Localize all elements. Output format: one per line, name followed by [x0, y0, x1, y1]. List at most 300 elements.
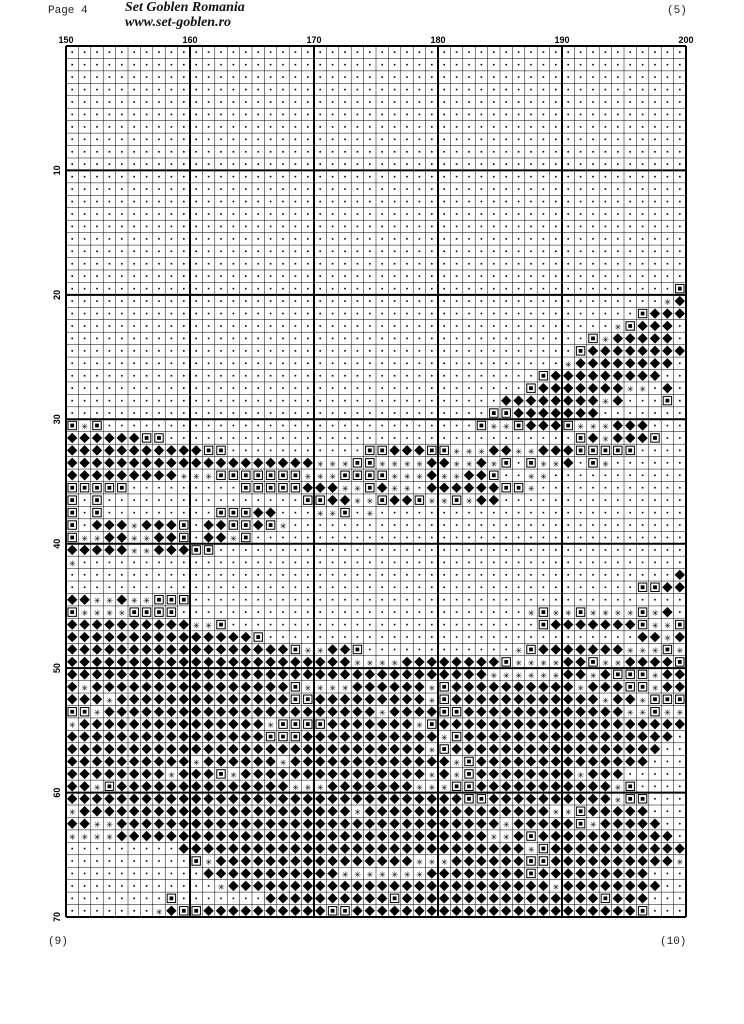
- dot-symbol: [270, 288, 272, 290]
- dot-symbol: [146, 176, 148, 178]
- diamond-symbol: [563, 669, 573, 679]
- dot-symbol: [555, 636, 557, 638]
- dot-symbol: [121, 860, 123, 862]
- diamond-symbol: [340, 669, 350, 679]
- asterisk-symbol: ✳: [552, 456, 560, 470]
- dot-symbol: [344, 114, 346, 116]
- dot-symbol: [183, 263, 185, 265]
- dot-symbol: [629, 176, 631, 178]
- dot-symbol: [233, 213, 235, 215]
- diamond-symbol: [650, 321, 660, 331]
- dot-symbol: [555, 101, 557, 103]
- boxed-square-symbol-core: [95, 486, 99, 490]
- dot-symbol: [171, 76, 173, 78]
- dot-symbol: [208, 512, 210, 514]
- diamond-symbol: [241, 868, 251, 878]
- dot-symbol: [295, 139, 297, 141]
- dot-symbol: [121, 412, 123, 414]
- dot-symbol: [543, 126, 545, 128]
- diamond-symbol: [675, 843, 685, 853]
- dot-symbol: [208, 139, 210, 141]
- boxed-square-symbol-core: [182, 598, 186, 602]
- diamond-symbol: [613, 383, 623, 393]
- dot-symbol: [419, 387, 421, 389]
- dot-symbol: [654, 400, 656, 402]
- row-number-label: 10: [52, 165, 62, 176]
- diamond-symbol: [464, 470, 474, 480]
- dot-symbol: [419, 586, 421, 588]
- asterisk-symbol: ✳: [230, 767, 237, 781]
- dot-symbol: [245, 387, 247, 389]
- diamond-symbol: [129, 706, 139, 716]
- dot-symbol: [518, 114, 520, 116]
- dot-symbol: [319, 201, 321, 203]
- boxed-square-symbol-core: [232, 473, 236, 477]
- diamond-symbol: [451, 843, 461, 853]
- diamond-symbol: [538, 694, 548, 704]
- diamond-symbol: [290, 831, 300, 841]
- dot-symbol: [133, 512, 135, 514]
- dot-symbol: [171, 512, 173, 514]
- dot-symbol: [530, 586, 532, 588]
- dot-symbol: [493, 89, 495, 91]
- dot-symbol: [133, 898, 135, 900]
- dot-symbol: [84, 89, 86, 91]
- diamond-symbol: [625, 756, 635, 766]
- diamond-symbol: [241, 719, 251, 729]
- diamond-symbol: [141, 470, 151, 480]
- diamond-symbol: [365, 769, 375, 779]
- diamond-symbol: [179, 445, 189, 455]
- dot-symbol: [158, 487, 160, 489]
- dot-symbol: [220, 238, 222, 240]
- diamond-symbol: [241, 794, 251, 804]
- dot-symbol: [282, 114, 284, 116]
- asterisk-symbol: ✳: [651, 680, 659, 694]
- dot-symbol: [295, 325, 297, 327]
- dot-symbol: [505, 474, 507, 476]
- diamond-symbol: [92, 470, 102, 480]
- diamond-symbol: [501, 769, 511, 779]
- boxed-square-symbol-core: [455, 710, 459, 714]
- dot-symbol: [679, 275, 681, 277]
- dot-symbol: [406, 624, 408, 626]
- diamond-symbol: [377, 843, 387, 853]
- diamond-symbol: [129, 619, 139, 629]
- dot-symbol: [555, 537, 557, 539]
- dot-symbol: [357, 275, 359, 277]
- dot-symbol: [555, 275, 557, 277]
- asterisk-symbol: ✳: [639, 643, 646, 657]
- dot-symbol: [456, 562, 458, 564]
- dot-symbol: [245, 425, 247, 427]
- dot-symbol: [84, 51, 86, 53]
- dot-symbol: [419, 188, 421, 190]
- diamond-symbol: [79, 545, 89, 555]
- asterisk-symbol: ✳: [68, 718, 76, 732]
- dot-symbol: [208, 76, 210, 78]
- dot-symbol: [555, 338, 557, 340]
- dot-symbol: [357, 288, 359, 290]
- dot-symbol: [518, 163, 520, 165]
- dot-symbol: [171, 885, 173, 887]
- dot-symbol: [518, 176, 520, 178]
- diamond-symbol: [67, 470, 77, 480]
- diamond-symbol: [327, 831, 337, 841]
- diamond-symbol: [439, 843, 449, 853]
- dot-symbol: [493, 263, 495, 265]
- dot-symbol: [419, 624, 421, 626]
- dot-symbol: [518, 126, 520, 128]
- asterisk-symbol: ✳: [378, 655, 386, 669]
- diamond-symbol: [600, 881, 610, 891]
- diamond-symbol: [154, 545, 164, 555]
- diamond-symbol: [241, 744, 251, 754]
- asterisk-symbol: ✳: [403, 456, 411, 470]
- diamond-symbol: [315, 794, 325, 804]
- dot-symbol: [295, 599, 297, 601]
- dot-symbol: [580, 163, 582, 165]
- dot-symbol: [270, 387, 272, 389]
- dot-symbol: [84, 275, 86, 277]
- dot-symbol: [667, 574, 669, 576]
- asterisk-symbol: ✳: [440, 780, 448, 794]
- boxed-square-symbol-core: [306, 697, 310, 701]
- dot-symbol: [667, 599, 669, 601]
- diamond-symbol: [600, 781, 610, 791]
- diamond-symbol: [588, 843, 598, 853]
- boxed-square-symbol-core: [455, 735, 459, 739]
- diamond-symbol: [141, 769, 151, 779]
- dot-symbol: [319, 288, 321, 290]
- diamond-symbol: [588, 906, 598, 916]
- dot-symbol: [629, 151, 631, 153]
- dot-symbol: [605, 151, 607, 153]
- dot-symbol: [208, 586, 210, 588]
- boxed-square-symbol-core: [480, 797, 484, 801]
- dot-symbol: [629, 474, 631, 476]
- dot-symbol: [307, 300, 309, 302]
- dot-symbol: [394, 101, 396, 103]
- diamond-symbol: [389, 769, 399, 779]
- dot-symbol: [195, 512, 197, 514]
- asterisk-symbol: ✳: [205, 618, 212, 632]
- dot-symbol: [319, 151, 321, 153]
- diamond-symbol: [290, 669, 300, 679]
- dot-symbol: [220, 300, 222, 302]
- dot-symbol: [257, 238, 259, 240]
- dot-symbol: [121, 275, 123, 277]
- diamond-symbol: [637, 731, 647, 741]
- diamond-symbol: [365, 706, 375, 716]
- dot-symbol: [319, 549, 321, 551]
- diamond-symbol: [476, 744, 486, 754]
- asterisk-symbol: ✳: [614, 780, 622, 794]
- dot-symbol: [580, 213, 582, 215]
- dot-symbol: [518, 338, 520, 340]
- dot-symbol: [394, 412, 396, 414]
- diamond-symbol: [129, 644, 139, 654]
- diamond-symbol: [551, 868, 561, 878]
- diamond-symbol: [613, 831, 623, 841]
- dot-symbol: [183, 101, 185, 103]
- diamond-symbol: [228, 831, 238, 841]
- diamond-symbol: [365, 906, 375, 916]
- diamond-symbol: [166, 781, 176, 791]
- diamond-symbol: [526, 408, 536, 418]
- dot-symbol: [679, 562, 681, 564]
- asterisk-symbol: ✳: [192, 755, 200, 769]
- diamond-symbol: [489, 657, 499, 667]
- diamond-symbol: [104, 731, 114, 741]
- asterisk-symbol: ✳: [217, 879, 225, 893]
- dot-symbol: [481, 400, 483, 402]
- boxed-square-symbol-core: [418, 498, 422, 502]
- dot-symbol: [629, 524, 631, 526]
- asterisk-symbol: ✳: [391, 469, 398, 483]
- dot-symbol: [270, 350, 272, 352]
- dot-symbol: [121, 562, 123, 564]
- dot-symbol: [71, 114, 73, 116]
- dot-symbol: [319, 226, 321, 228]
- dot-symbol: [109, 139, 111, 141]
- dot-symbol: [394, 562, 396, 564]
- dot-symbol: [357, 624, 359, 626]
- dot-symbol: [319, 624, 321, 626]
- dot-symbol: [344, 139, 346, 141]
- dot-symbol: [419, 611, 421, 613]
- dot-symbol: [567, 599, 569, 601]
- diamond-symbol: [129, 657, 139, 667]
- dot-symbol: [369, 649, 371, 651]
- dot-symbol: [679, 549, 681, 551]
- diamond-symbol: [191, 694, 201, 704]
- dot-symbol: [394, 586, 396, 588]
- dot-symbol: [133, 586, 135, 588]
- diamond-symbol: [662, 657, 672, 667]
- dot-symbol: [71, 51, 73, 53]
- diamond-symbol: [588, 744, 598, 754]
- diamond-symbol: [389, 794, 399, 804]
- diamond-symbol: [352, 769, 362, 779]
- boxed-square-symbol-core: [579, 809, 583, 813]
- diamond-symbol: [588, 383, 598, 393]
- dot-symbol: [84, 288, 86, 290]
- dot-symbol: [654, 213, 656, 215]
- dot-symbol: [307, 101, 309, 103]
- dot-symbol: [530, 188, 532, 190]
- dot-symbol: [96, 910, 98, 912]
- dot-symbol: [580, 51, 582, 53]
- diamond-symbol: [414, 794, 424, 804]
- dot-symbol: [381, 375, 383, 377]
- dot-symbol: [617, 188, 619, 190]
- diamond-symbol: [166, 682, 176, 692]
- dot-symbol: [518, 387, 520, 389]
- dot-symbol: [71, 275, 73, 277]
- diamond-symbol: [352, 694, 362, 704]
- dot-symbol: [592, 524, 594, 526]
- boxed-square-symbol-core: [70, 511, 74, 515]
- diamond-symbol: [67, 644, 77, 654]
- dot-symbol: [183, 387, 185, 389]
- diamond-symbol: [365, 831, 375, 841]
- dot-symbol: [431, 226, 433, 228]
- asterisk-symbol: ✳: [130, 543, 138, 557]
- asterisk-symbol: ✳: [316, 469, 324, 483]
- dot-symbol: [530, 350, 532, 352]
- dot-symbol: [96, 325, 98, 327]
- asterisk-symbol: ✳: [168, 767, 175, 781]
- boxed-square-symbol-core: [294, 648, 298, 652]
- dot-symbol: [629, 549, 631, 551]
- dot-symbol: [245, 586, 247, 588]
- dot-symbol: [679, 338, 681, 340]
- dot-symbol: [505, 213, 507, 215]
- dot-symbol: [493, 350, 495, 352]
- diamond-symbol: [675, 719, 685, 729]
- boxed-square-symbol-core: [641, 585, 645, 589]
- dot-symbol: [121, 848, 123, 850]
- diamond-symbol: [92, 756, 102, 766]
- dot-symbol: [518, 362, 520, 364]
- dot-symbol: [642, 139, 644, 141]
- dot-symbol: [109, 275, 111, 277]
- boxed-square-symbol-core: [467, 772, 471, 776]
- dot-symbol: [617, 275, 619, 277]
- dot-symbol: [468, 412, 470, 414]
- dot-symbol: [443, 114, 445, 116]
- dot-symbol: [71, 101, 73, 103]
- dot-symbol: [233, 163, 235, 165]
- dot-symbol: [431, 251, 433, 253]
- dot-symbol: [344, 425, 346, 427]
- dot-symbol: [369, 201, 371, 203]
- diamond-symbol: [340, 806, 350, 816]
- dot-symbol: [233, 499, 235, 501]
- asterisk-symbol: ✳: [614, 319, 622, 333]
- diamond-symbol: [117, 669, 127, 679]
- diamond-symbol: [563, 657, 573, 667]
- dot-symbol: [171, 848, 173, 850]
- dot-symbol: [71, 860, 73, 862]
- diamond-symbol: [141, 719, 151, 729]
- dot-symbol: [481, 636, 483, 638]
- diamond-symbol: [67, 433, 77, 443]
- boxed-square-symbol-core: [343, 511, 347, 515]
- asterisk-symbol: ✳: [602, 419, 609, 433]
- dot-symbol: [580, 574, 582, 576]
- diamond-symbol: [489, 706, 499, 716]
- dot-symbol: [270, 599, 272, 601]
- dot-symbol: [443, 51, 445, 53]
- dot-symbol: [530, 251, 532, 253]
- dot-symbol: [530, 101, 532, 103]
- diamond-symbol: [79, 806, 89, 816]
- dot-symbol: [295, 400, 297, 402]
- dot-symbol: [381, 624, 383, 626]
- dot-symbol: [654, 425, 656, 427]
- dot-symbol: [295, 238, 297, 240]
- diamond-symbol: [563, 868, 573, 878]
- asterisk-symbol: ✳: [589, 606, 597, 620]
- dot-symbol: [183, 412, 185, 414]
- dot-symbol: [580, 562, 582, 564]
- diamond-symbol: [203, 794, 213, 804]
- dot-symbol: [195, 101, 197, 103]
- diamond-symbol: [303, 669, 313, 679]
- dot-symbol: [667, 275, 669, 277]
- dot-symbol: [270, 263, 272, 265]
- asterisk-symbol: ✳: [106, 593, 113, 607]
- dot-symbol: [84, 412, 86, 414]
- dot-symbol: [654, 201, 656, 203]
- asterisk-symbol: ✳: [502, 668, 510, 682]
- dot-symbol: [419, 163, 421, 165]
- dot-symbol: [146, 898, 148, 900]
- row-number-label: 20: [52, 289, 62, 300]
- diamond-symbol: [104, 669, 114, 679]
- dot-symbol: [567, 213, 569, 215]
- dot-symbol: [71, 873, 73, 875]
- dot-symbol: [518, 288, 520, 290]
- dot-symbol: [518, 263, 520, 265]
- dot-symbol: [679, 114, 681, 116]
- diamond-symbol: [675, 632, 685, 642]
- dot-symbol: [580, 89, 582, 91]
- diamond-symbol: [489, 483, 499, 493]
- diamond-symbol: [117, 694, 127, 704]
- dot-symbol: [605, 114, 607, 116]
- diamond-symbol: [588, 756, 598, 766]
- dot-symbol: [518, 313, 520, 315]
- boxed-square-symbol-core: [95, 511, 99, 515]
- diamond-symbol: [538, 831, 548, 841]
- dot-symbol: [456, 101, 458, 103]
- dot-symbol: [667, 898, 669, 900]
- dot-symbol: [357, 300, 359, 302]
- diamond-symbol: [427, 458, 437, 468]
- dot-symbol: [195, 188, 197, 190]
- asterisk-symbol: ✳: [316, 680, 324, 694]
- dot-symbol: [406, 163, 408, 165]
- diamond-symbol: [377, 694, 387, 704]
- diamond-symbol: [526, 719, 536, 729]
- boxed-square-symbol-core: [269, 473, 273, 477]
- dot-symbol: [530, 76, 532, 78]
- dot-symbol: [629, 773, 631, 775]
- dot-symbol: [555, 238, 557, 240]
- diamond-symbol: [489, 843, 499, 853]
- dot-symbol: [357, 64, 359, 66]
- dot-symbol: [195, 898, 197, 900]
- dot-symbol: [146, 89, 148, 91]
- dot-symbol: [307, 89, 309, 91]
- dot-symbol: [257, 76, 259, 78]
- boxed-square-symbol-core: [591, 660, 595, 664]
- boxed-square-symbol-core: [108, 486, 112, 490]
- dot-symbol: [307, 114, 309, 116]
- dot-symbol: [183, 226, 185, 228]
- dot-symbol: [195, 524, 197, 526]
- diamond-symbol: [241, 818, 251, 828]
- dot-symbol: [419, 487, 421, 489]
- diamond-symbol: [253, 719, 263, 729]
- boxed-square-symbol-core: [653, 710, 657, 714]
- diamond-symbol: [451, 881, 461, 891]
- dot-symbol: [629, 300, 631, 302]
- diamond-symbol: [414, 769, 424, 779]
